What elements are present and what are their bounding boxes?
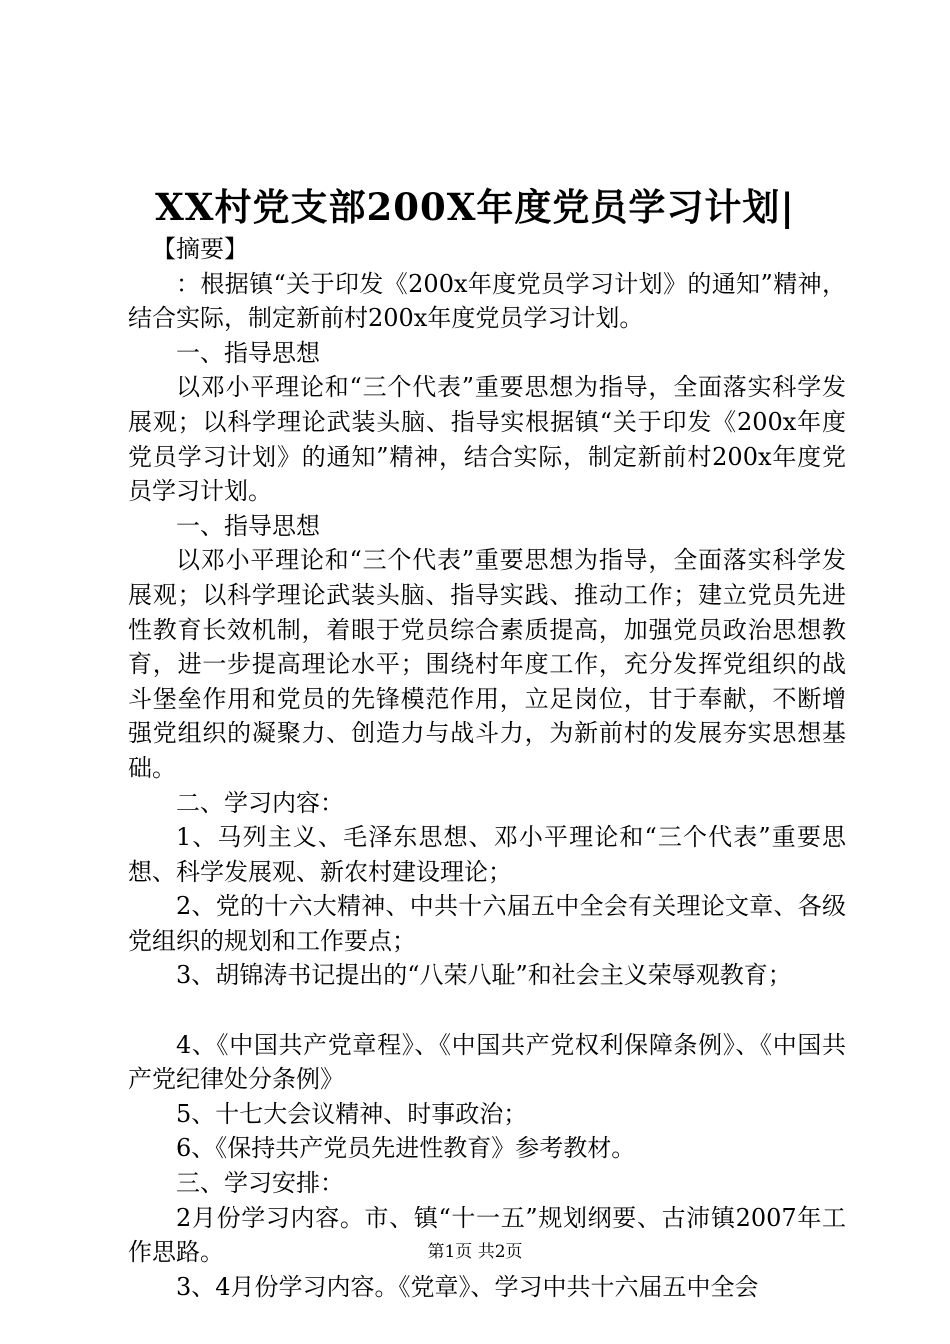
list-item: 3、胡锦涛书记提出的“八荣八耻”和社会主义荣辱观教育； xyxy=(176,961,792,990)
list-item: 2、党的十六大精神、中共十六届五中全会有关理论文章、各级党组织的规划和工作要点； xyxy=(128,892,846,955)
list-item: 1、马列主义、毛泽东思想、邓小平理论和“三个代表”重要思想、科学发展观、新农村建设理论； xyxy=(128,823,846,886)
paragraph-guiding-thought-full: 以邓小平理论和“三个代表”重要思想为指导，全面落实科学发展观；以科学理论武装头脑、指导实践、推动工作；建立党员先进性教育长效机制，着眼于党员综合素质提高，加强党员政治思想教育，进一步提高理论水平；围绕村年度工作，充分发挥党组织的战斗堡垒作用和党员的先锋模范作用，立足岗位，甘于奉献，不断增强党组织的凝聚力、创造力与战斗力，为新前村的发展夯实思想基础。 xyxy=(128,546,846,782)
section-heading-study-content: 二、学习内容： xyxy=(176,788,344,817)
summary-heading: 【摘要】 xyxy=(152,235,248,263)
section-heading-study-schedule: 三、学习安排： xyxy=(176,1169,344,1198)
paragraph-guiding-thought: 以邓小平理论和“三个代表”重要思想为指导，全面落实科学发展观；以科学理论武装头脑、指导实根据镇“关于印发《200x年度党员学习计划》的通知”精神，结合实际，制定新前村200x年度党员学习计划。 xyxy=(128,373,846,506)
blank-line xyxy=(128,993,846,1028)
list-item: 4、《中国共产党章程》、《中国共产党权利保障条例》、《中国共产党纪律处分条例》 xyxy=(128,1030,846,1094)
list-item: 6、《保持共产党员先进性教育》参考教材。 xyxy=(176,1134,636,1163)
section-heading-guiding-thought: 一、指导思想 xyxy=(176,338,320,367)
document-body xyxy=(128,232,846,1304)
list-item: 5、十七大会议精神、时事政治； xyxy=(176,1099,528,1128)
schedule-item: 2月份学习内容。市、镇“十一五”规划纲要、古沛镇2007年工作思路。 xyxy=(128,1203,846,1267)
summary-text: ：根据镇“关于印发《200x年度党员学习计划》的通知”精神，结合实际，制定新前村200x年度党员学习计划。 xyxy=(128,269,846,333)
document-title: XX村党支部200X年度党员学习计划| xyxy=(155,185,795,229)
page-footer: 第1页 共2页 xyxy=(427,1242,523,1262)
section-heading-guiding-thought-repeat: 一、指导思想 xyxy=(176,511,320,540)
schedule-item: 3、4月份学习内容。《党章》、学习中共十六届五中全会 xyxy=(176,1272,759,1301)
